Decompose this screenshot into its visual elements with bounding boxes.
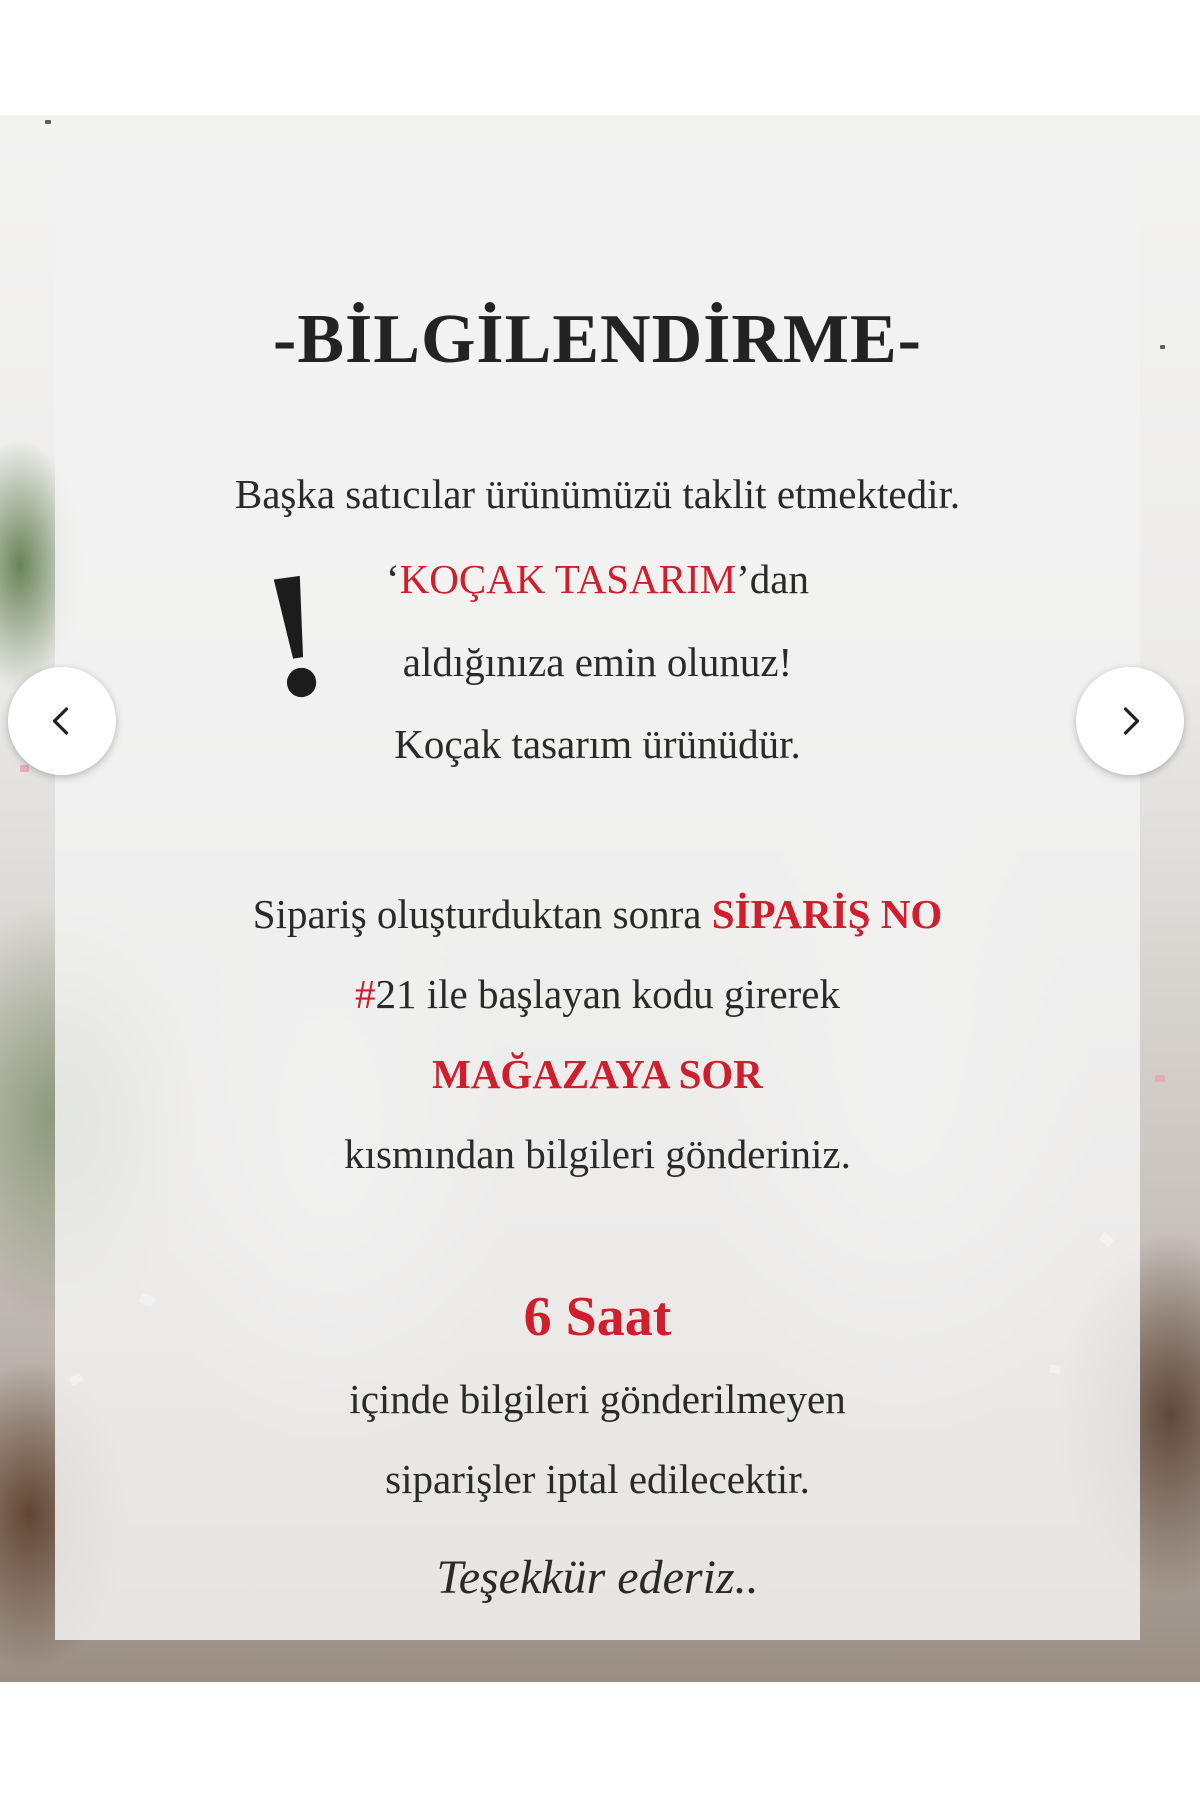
chevron-right-icon — [1112, 703, 1148, 739]
thanks-text: Teşekkür ederiz.. — [436, 1551, 759, 1604]
carousel-next-button[interactable] — [1076, 667, 1184, 775]
order-instruction: kısmından bilgileri gönderiniz. — [344, 1131, 851, 1177]
confetti — [45, 120, 51, 124]
confetti — [1160, 345, 1165, 349]
brand-suffix: ’dan — [736, 556, 810, 602]
info-card — [55, 170, 1140, 1640]
order-number-label: SİPARİŞ NO — [711, 891, 943, 937]
order-instruction-prefix: Sipariş oluşturduktan sonra — [252, 891, 712, 937]
confetti — [1155, 1075, 1165, 1082]
deadline-text: içinde bilgileri gönderilmeyen — [349, 1376, 846, 1422]
brand-line — [55, 555, 1140, 603]
brand-name: KOÇAK TASARIM — [399, 556, 737, 602]
product-image-background — [0, 115, 1200, 1682]
order-code-text: 21 ile başlayan kodu girerek — [375, 971, 840, 1017]
deadline-label: 6 Saat — [523, 1286, 672, 1348]
carousel-prev-button[interactable] — [8, 667, 116, 775]
order-hash: # — [354, 971, 376, 1017]
warning-text: Koçak tasarım ürünüdür. — [394, 721, 801, 767]
confetti — [20, 765, 29, 772]
warning-text: Başka satıcılar ürünümüzü taklit etmektedir. — [234, 471, 961, 517]
exclamation-icon: ! — [251, 531, 339, 738]
order-instruction — [55, 890, 1140, 938]
chevron-left-icon — [44, 703, 80, 739]
warning-text: aldığınıza emin olunuz! — [402, 639, 793, 685]
info-title: -BİLGİLENDİRME- — [273, 301, 922, 378]
brand-quote: ‘ — [385, 556, 400, 602]
ask-store-label: MAĞAZAYA SOR — [432, 1051, 763, 1097]
deadline-text: siparişler iptal edilecektir. — [385, 1456, 810, 1502]
order-instruction — [55, 970, 1140, 1018]
